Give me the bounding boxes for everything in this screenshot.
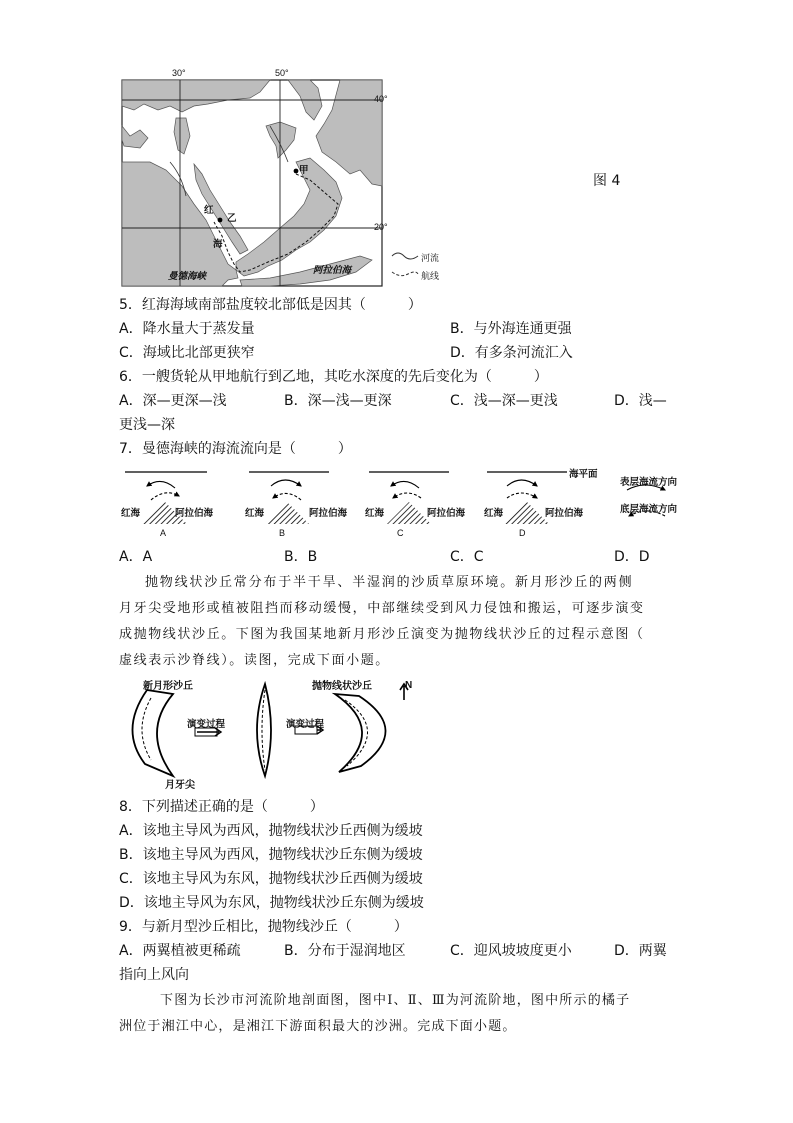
- lat-40-label: 40°: [374, 94, 388, 104]
- red-sea-label-1: 红: [204, 205, 214, 216]
- surface-current-label: 表层海流方向: [620, 477, 678, 488]
- q7-a-right: 阿拉伯海: [175, 508, 214, 519]
- q6-stem: 6．一艘货轮从甲地航行到乙地，其吃水深度的先后变化为（ ）: [119, 369, 548, 385]
- legend-river-label: 河流: [421, 253, 440, 263]
- passage2-line2: 洲位于湘江中心，是湘江下游面积最大的沙洲。完成下面小题。: [119, 1019, 517, 1034]
- q7-stem: 7．曼德海峡的海流流向是（ ）: [119, 441, 352, 457]
- sea-level-label: 海平面: [569, 469, 598, 480]
- map-figure: [110, 66, 385, 291]
- passage1-line3: 成抛物线状沙丘。下图为我国某地新月形沙丘演变为抛物线状沙丘的过程示意图（: [119, 627, 645, 642]
- red-sea-label-2: 海: [213, 239, 223, 250]
- dune-evolution-diagram: [115, 680, 435, 790]
- q7-a-left: 红海: [121, 508, 141, 519]
- crescent-dune: [132, 690, 173, 776]
- q6-option-d[interactable]: D．浅—: [614, 393, 667, 409]
- q6-option-a[interactable]: A．深—更深—浅: [119, 393, 227, 409]
- arabian-sea-label: 阿拉伯海: [313, 265, 352, 276]
- bottom-current-label: 底层海流方向: [620, 504, 678, 515]
- figure-4-label: 图 4: [593, 173, 621, 189]
- point-yi: [218, 218, 223, 223]
- q7-c-left: 红海: [365, 508, 385, 519]
- lon-50-label: 50°: [275, 68, 289, 78]
- passage2-line1: 下图为长沙市河流阶地剖面图，图中Ⅰ、Ⅱ、Ⅲ为河流阶地，图中所示的橘子: [160, 993, 631, 1008]
- q7-option-a[interactable]: A．A: [119, 549, 153, 565]
- passage1-line2: 月牙尖受地形或植被阻挡而移动缓慢，中部继续受到风力侵蚀和搬运，可逐步演变: [119, 601, 645, 616]
- place-yi-label: 乙: [227, 213, 237, 224]
- q5-option-b[interactable]: B．与外海连通更强: [450, 321, 572, 337]
- q7-b-left: 红海: [245, 508, 265, 519]
- lat-20-label: 20°: [374, 222, 388, 232]
- new-moon-dune-label: 新月形沙丘: [143, 681, 193, 692]
- parabolic-dune-label: 抛物线状沙丘: [312, 681, 372, 692]
- strait-label: 曼德海峡: [168, 271, 207, 282]
- q6-option-c[interactable]: C．浅—深—更浅: [450, 393, 558, 409]
- q5-option-d[interactable]: D．有多条河流汇入: [450, 345, 573, 361]
- q7-option-d[interactable]: D．D: [614, 549, 650, 565]
- legend-route-icon: [390, 268, 420, 280]
- q9-stem: 9．与新月型沙丘相比，抛物线沙丘（ ）: [119, 919, 408, 935]
- red-sea-map: [110, 66, 385, 291]
- evolve-label-1: 演变过程: [187, 719, 226, 730]
- q7-c-right: 阿拉伯海: [427, 508, 466, 519]
- q7-b-right: 阿拉伯海: [309, 508, 348, 519]
- north-label: N: [405, 680, 413, 691]
- q7-option-c[interactable]: C．C: [450, 549, 484, 565]
- q7-a-letter: A: [160, 528, 167, 538]
- place-jia-label: 甲: [299, 165, 309, 176]
- q7-d-right: 阿拉伯海: [545, 508, 584, 519]
- q8-stem: 8．下列描述正确的是（ ）: [119, 799, 324, 815]
- legend-river-icon: [390, 250, 420, 262]
- point-jia: [294, 169, 299, 174]
- q8-option-c[interactable]: C．该地主导风为东风，抛物线状沙丘西侧为缓坡: [119, 871, 423, 887]
- q5-option-a[interactable]: A．降水量大于蒸发量: [119, 321, 255, 337]
- q9-option-c[interactable]: C．迎风坡坡度更小: [450, 943, 572, 959]
- legend-route-label: 航线: [421, 271, 440, 281]
- passage1-line4: 虚线表示沙脊线）。读图，完成下面小题。: [119, 653, 390, 668]
- q9-option-d[interactable]: D．两翼: [614, 943, 667, 959]
- lon-30-label: 30°: [172, 68, 186, 78]
- q5-stem: 5．红海海域南部盐度较北部低是因其（ ）: [119, 297, 422, 313]
- q7-c-letter: C: [397, 528, 404, 538]
- passage1-line1: 抛物线状沙丘常分布于半干旱、半湿润的沙质草原环境。新月形沙丘的两侧: [145, 575, 634, 590]
- q6-option-b[interactable]: B．深—浅—更深: [284, 393, 392, 409]
- q7-b-letter: B: [279, 528, 286, 538]
- q7-d-left: 红海: [484, 508, 504, 519]
- q7-d-letter: D: [519, 528, 526, 538]
- parabolic-dune: [335, 694, 386, 772]
- q8-option-d[interactable]: D．该地主导风为东风，抛物线状沙丘东侧为缓坡: [119, 895, 424, 911]
- q7-option-b[interactable]: B．B: [284, 549, 318, 565]
- q9-option-d-cont: 指向上风向: [119, 967, 189, 983]
- moon-tip-label: 月牙尖: [165, 780, 195, 791]
- evolve-label-2: 演变过程: [286, 719, 325, 730]
- transition-dune: [257, 684, 271, 776]
- q9-option-b[interactable]: B．分布于湿润地区: [284, 943, 406, 959]
- q8-option-b[interactable]: B．该地主导风为西风，抛物线状沙丘东侧为缓坡: [119, 847, 423, 863]
- q6-option-d-cont: 更浅—深: [119, 417, 175, 433]
- q5-option-c[interactable]: C．海域比北部更狭窄: [119, 345, 255, 361]
- q9-option-a[interactable]: A．两翼植被更稀疏: [119, 943, 241, 959]
- q8-option-a[interactable]: A．该地主导风为西风，抛物线状沙丘西侧为缓坡: [119, 823, 423, 839]
